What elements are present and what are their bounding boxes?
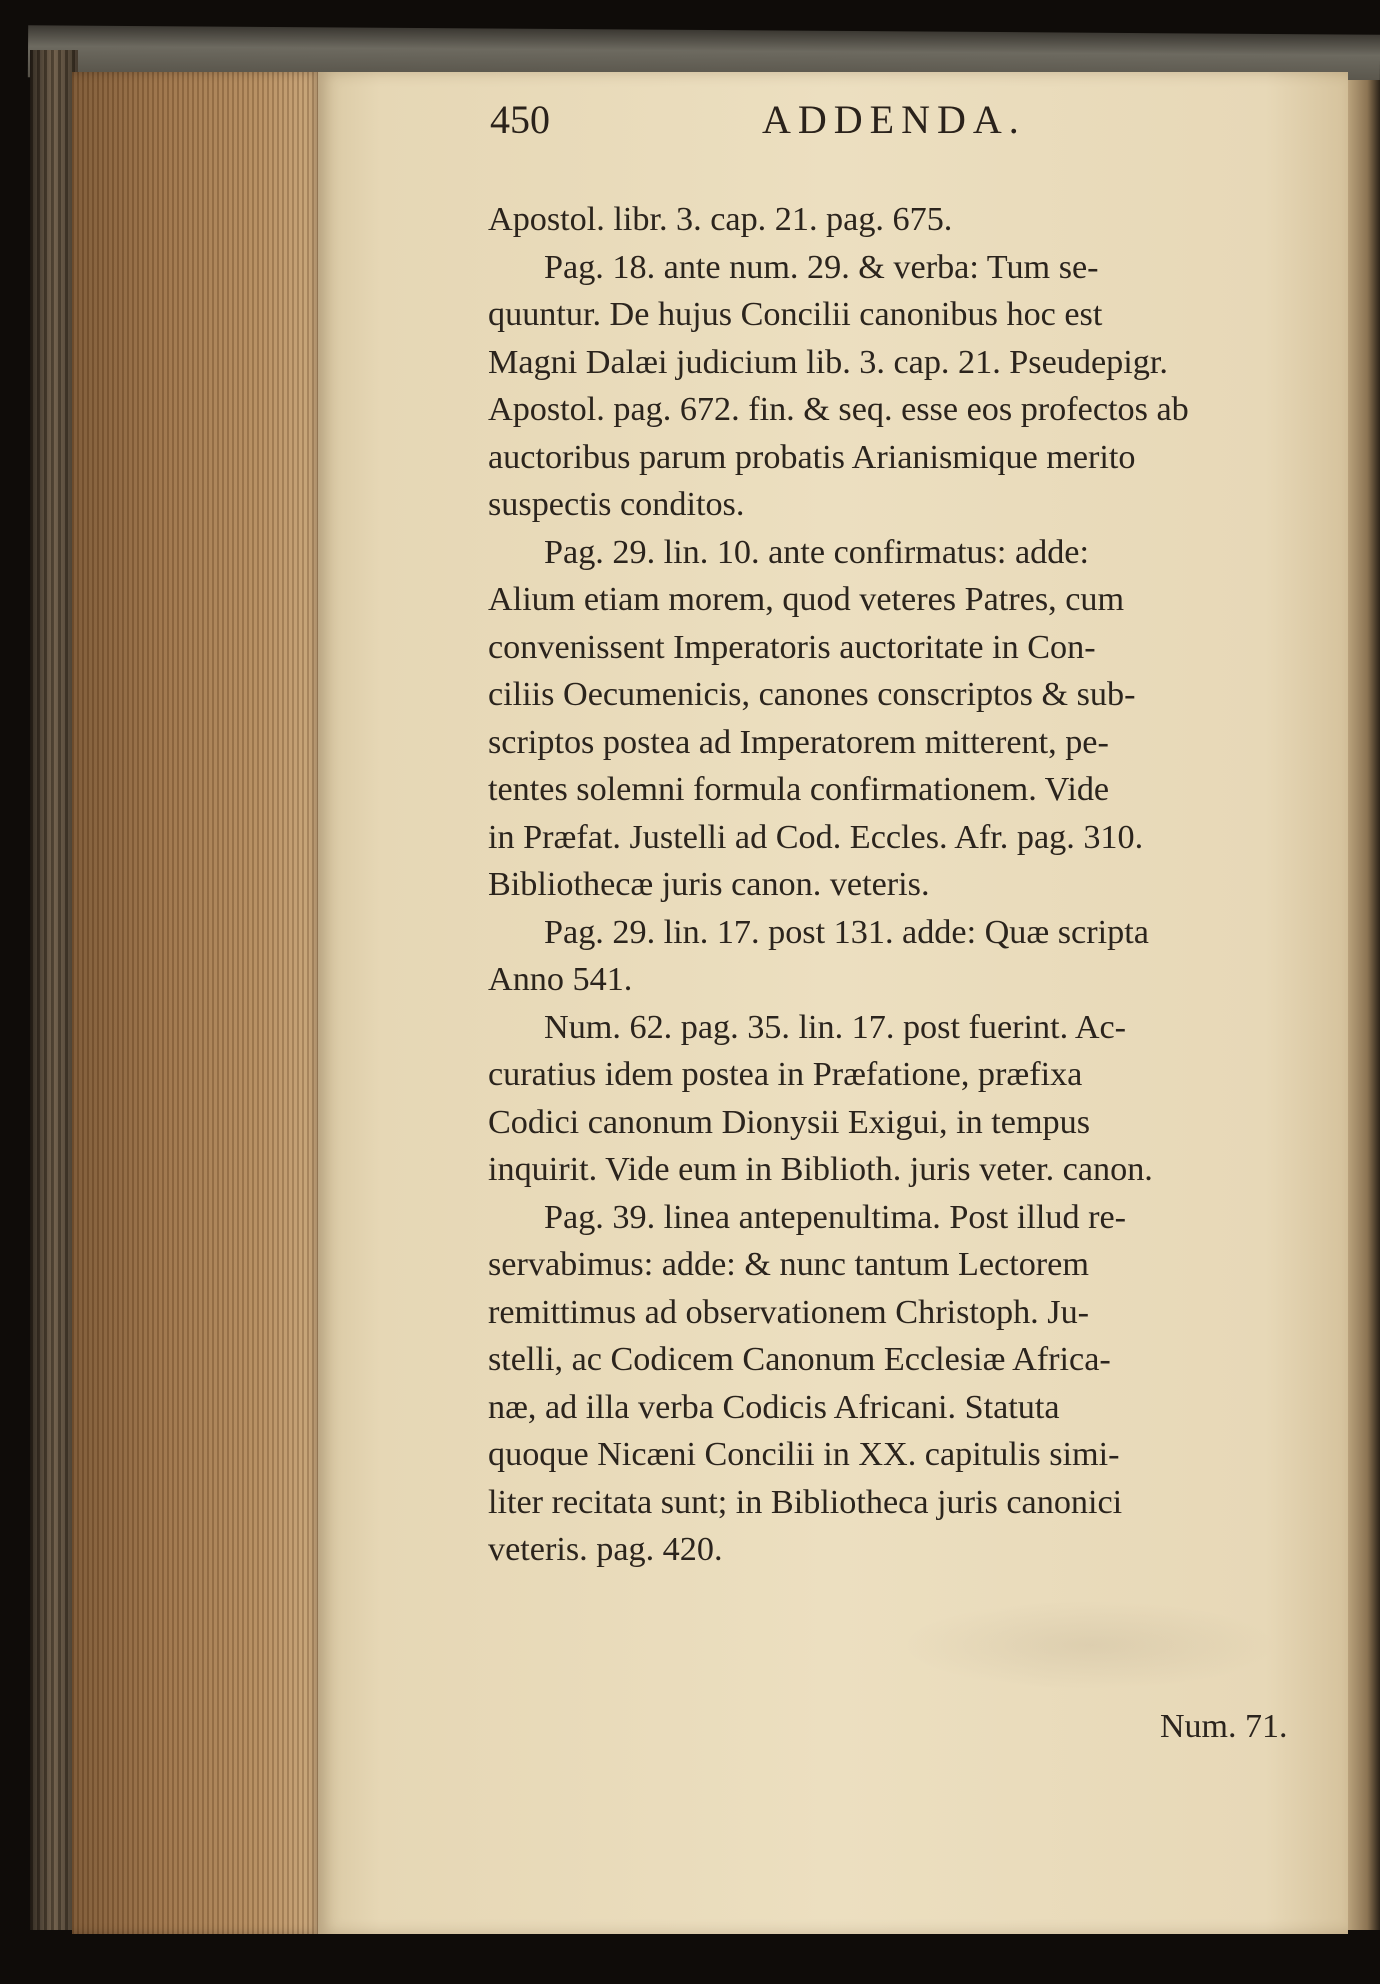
text-line: suspectis conditos. — [488, 486, 745, 523]
text-line: in Præfat. Justelli ad Cod. Eccles. Afr. pag. 310. — [488, 818, 1144, 856]
text-line: Alium etiam morem, quod veteres Patres, cum — [488, 581, 1125, 618]
text-line: curatius idem postea in Præfatione, præfixa — [488, 1056, 1083, 1093]
show-through — [900, 1600, 1280, 1690]
text-line: veteris. pag. 420. — [488, 1531, 723, 1568]
running-head: ADDENDA. — [762, 97, 1026, 142]
text-line: inquirit. Vide eum in Biblioth. juris veter. canon. — [488, 1151, 1153, 1188]
page-number: 450 — [490, 97, 550, 142]
text-line: quuntur. De hujus Concilii canonibus hoc est — [488, 296, 1103, 333]
book-cover-edge — [30, 50, 78, 1930]
text-line: Apostol. pag. 672. fin. & seq. esse eos profectos ab — [488, 391, 1189, 428]
page-header — [490, 96, 1090, 146]
text-line: Pag. 18. ante num. 29. & verba: Tum se- — [544, 248, 1099, 286]
text-line: Num. 62. pag. 35. lin. 17. post fuerint. Ac- — [544, 1008, 1127, 1046]
page-block-edge — [72, 72, 322, 1934]
catchword: Num. 71. — [1160, 1708, 1288, 1745]
text-line: Apostol. libr. 3. cap. 21. pag. 675. — [488, 201, 953, 238]
text-line: scriptos postea ad Imperatorem mitterent, pe- — [488, 723, 1109, 761]
text-line: Codici canonum Dionysii Exigui, in tempus — [488, 1103, 1091, 1141]
text-line: auctoribus parum probatis Arianismique merito — [488, 438, 1136, 476]
text-line: ciliis Oecumenicis, canones conscriptos & sub- — [488, 676, 1136, 713]
text-line: liter recitata sunt; in Bibliotheca juris canonici — [488, 1483, 1123, 1521]
text-line: servabimus: adde: & nunc tantum Lectorem — [488, 1246, 1089, 1283]
text-line: stelli, ac Codicem Canonum Ecclesiæ Africa- — [488, 1341, 1111, 1378]
text-line: Anno 541. — [488, 961, 633, 998]
text-line: Pag. 29. lin. 17. post 131. adde: Quæ scripta — [544, 913, 1149, 951]
text-line: quoque Nicæni Concilii in XX. capitulis simi- — [488, 1436, 1120, 1473]
text-line: Pag. 39. linea antepenultima. Post illud re- — [544, 1198, 1127, 1236]
body-text — [488, 196, 1308, 1574]
text-line: convenissent Imperatoris auctoritate in Con- — [488, 628, 1096, 666]
text-line: remittimus ad observationem Christoph. Ju- — [488, 1293, 1090, 1331]
text-line: Magni Dalæi judicium lib. 3. cap. 21. Pseudepigr. — [488, 343, 1168, 381]
text-line: tentes solemni formula confirmationem. Vide — [488, 771, 1110, 808]
text-line: Bibliothecæ juris canon. veteris. — [488, 866, 930, 903]
text-line: Pag. 29. lin. 10. ante confirmatus: adde: — [544, 533, 1089, 571]
text-line: næ, ad illa verba Codicis Africani. Statuta — [488, 1388, 1060, 1426]
page-right-edge — [1348, 80, 1380, 1930]
